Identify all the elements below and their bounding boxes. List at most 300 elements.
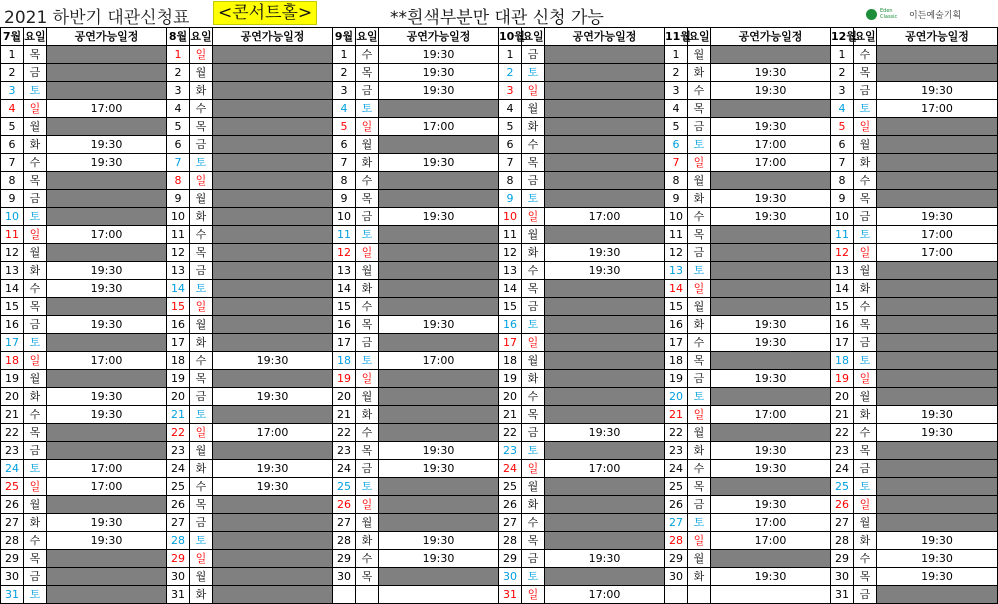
date-cell: 16: [499, 316, 522, 334]
weekday-cell: 목: [688, 226, 711, 244]
date-cell: 3: [167, 82, 190, 100]
weekday-cell: 토: [688, 136, 711, 154]
schedule-cell[interactable]: 17:00: [47, 226, 167, 244]
schedule-cell[interactable]: 17:00: [711, 532, 831, 550]
weekday-cell: 토: [190, 406, 213, 424]
date-cell: 29: [499, 550, 522, 568]
table-row: [1, 136, 998, 154]
schedule-cell: [213, 46, 333, 64]
date-cell: 20: [831, 388, 854, 406]
weekday-cell: 월: [356, 262, 379, 280]
date-cell: 25: [499, 478, 522, 496]
schedule-cell[interactable]: 19:30: [711, 316, 831, 334]
schedule-cell[interactable]: 19:30: [47, 532, 167, 550]
weekday-cell: 월: [854, 136, 877, 154]
weekday-cell: 목: [356, 316, 379, 334]
date-cell: 10: [831, 208, 854, 226]
schedule-cell: [711, 100, 831, 118]
date-cell: 22: [665, 424, 688, 442]
schedule-cell[interactable]: 19:30: [545, 244, 665, 262]
schedule-cell: [877, 154, 998, 172]
date-cell: 30: [665, 568, 688, 586]
table-row: [1, 424, 998, 442]
schedule-cell[interactable]: 17:00: [545, 586, 665, 604]
schedule-cell: [877, 460, 998, 478]
date-cell: 1: [1, 46, 24, 64]
header-bar: [0, 0, 997, 27]
date-cell: 27: [333, 514, 356, 532]
schedule-header: 공연가능일정: [545, 28, 665, 46]
schedule-cell: [379, 496, 499, 514]
weekday-cell: 금: [24, 568, 47, 586]
table-row: [1, 532, 998, 550]
table-row: [1, 280, 998, 298]
weekday-header: 요일: [356, 28, 379, 46]
schedule-cell: [213, 514, 333, 532]
date-cell: 7: [665, 154, 688, 172]
schedule-cell: [379, 514, 499, 532]
schedule-cell: [379, 190, 499, 208]
schedule-cell[interactable]: 19:30: [213, 478, 333, 496]
schedule-cell[interactable]: 19:30: [379, 208, 499, 226]
schedule-cell: [545, 442, 665, 460]
schedule-cell[interactable]: 17:00: [711, 406, 831, 424]
date-cell: 7: [1, 154, 24, 172]
weekday-cell: 일: [190, 172, 213, 190]
date-cell: 6: [333, 136, 356, 154]
weekday-cell: 수: [190, 226, 213, 244]
weekday-cell: 금: [190, 388, 213, 406]
weekday-cell: 화: [24, 262, 47, 280]
date-cell: 16: [831, 316, 854, 334]
schedule-cell[interactable]: 17:00: [711, 136, 831, 154]
date-cell: 20: [333, 388, 356, 406]
weekday-cell: 금: [688, 244, 711, 262]
schedule-cell[interactable]: 19:30: [47, 280, 167, 298]
date-cell: 5: [1, 118, 24, 136]
date-cell: 21: [1, 406, 24, 424]
weekday-cell: 금: [190, 514, 213, 532]
schedule-cell[interactable]: 19:30: [545, 262, 665, 280]
schedule-cell[interactable]: 19:30: [545, 550, 665, 568]
weekday-cell: 토: [24, 82, 47, 100]
weekday-cell: 일: [854, 118, 877, 136]
schedule-cell[interactable]: 19:30: [379, 82, 499, 100]
table-row: [1, 388, 998, 406]
schedule-sheet: [0, 27, 998, 604]
weekday-cell: 월: [854, 514, 877, 532]
schedule-cell: [379, 136, 499, 154]
table-row: [1, 118, 998, 136]
weekday-cell: 화: [688, 442, 711, 460]
schedule-cell: [545, 352, 665, 370]
schedule-cell: [47, 46, 167, 64]
weekday-cell: 화: [190, 208, 213, 226]
schedule-cell[interactable]: 19:30: [711, 460, 831, 478]
weekday-cell: 일: [190, 46, 213, 64]
weekday-cell: 목: [688, 478, 711, 496]
schedule-cell[interactable]: 19:30: [877, 406, 998, 424]
schedule-cell[interactable]: 17:00: [877, 100, 998, 118]
weekday-cell: 일: [688, 280, 711, 298]
date-cell: 26: [333, 496, 356, 514]
schedule-cell[interactable]: 19:30: [379, 532, 499, 550]
weekday-cell: 월: [190, 316, 213, 334]
table-row: [1, 100, 998, 118]
schedule-cell[interactable]: 17:00: [47, 478, 167, 496]
schedule-cell[interactable]: 19:30: [47, 388, 167, 406]
weekday-cell: 수: [24, 406, 47, 424]
schedule-cell: [545, 64, 665, 82]
weekday-cell: [688, 586, 711, 604]
schedule-cell[interactable]: 17:00: [877, 226, 998, 244]
table-row: [1, 172, 998, 190]
date-cell: 16: [1, 316, 24, 334]
schedule-cell[interactable]: 19:30: [379, 316, 499, 334]
date-cell: 11: [831, 226, 854, 244]
schedule-cell[interactable]: 19:30: [711, 82, 831, 100]
schedule-cell: [877, 46, 998, 64]
weekday-cell: 수: [854, 46, 877, 64]
date-cell: 3: [665, 82, 688, 100]
date-cell: 27: [831, 514, 854, 532]
schedule-cell[interactable]: 19:30: [213, 388, 333, 406]
schedule-cell[interactable]: 19:30: [47, 262, 167, 280]
schedule-cell: [711, 262, 831, 280]
weekday-cell: 화: [522, 118, 545, 136]
schedule-cell[interactable]: 19:30: [379, 460, 499, 478]
date-cell: 19: [333, 370, 356, 388]
date-cell: 8: [665, 172, 688, 190]
schedule-cell[interactable]: 17:00: [877, 244, 998, 262]
schedule-cell: [213, 532, 333, 550]
schedule-cell[interactable]: 19:30: [47, 514, 167, 532]
weekday-cell: 토: [356, 100, 379, 118]
schedule-cell[interactable]: 17:00: [47, 100, 167, 118]
schedule-cell: [877, 586, 998, 604]
weekday-cell: 화: [854, 280, 877, 298]
schedule-cell[interactable]: 17:00: [379, 352, 499, 370]
date-cell: 29: [167, 550, 190, 568]
schedule-cell: [213, 568, 333, 586]
weekday-cell: 토: [522, 568, 545, 586]
schedule-cell: [877, 388, 998, 406]
weekday-cell: 일: [356, 370, 379, 388]
weekday-cell: 토: [24, 586, 47, 604]
date-cell: 16: [333, 316, 356, 334]
date-cell: 18: [499, 352, 522, 370]
weekday-cell: 화: [522, 496, 545, 514]
schedule-cell[interactable]: 17:00: [213, 424, 333, 442]
schedule-cell[interactable]: 19:30: [711, 190, 831, 208]
table-row: [1, 406, 998, 424]
venue-label: <콘서트홀>: [213, 1, 317, 25]
schedule-cell: [379, 298, 499, 316]
schedule-cell: [379, 280, 499, 298]
schedule-cell[interactable]: 19:30: [711, 118, 831, 136]
schedule-cell: [47, 568, 167, 586]
date-cell: 4: [167, 100, 190, 118]
weekday-cell: 월: [522, 352, 545, 370]
weekday-cell: 일: [688, 532, 711, 550]
weekday-cell: 화: [190, 334, 213, 352]
table-row: [1, 478, 998, 496]
schedule-cell: [877, 190, 998, 208]
schedule-cell: [711, 586, 831, 604]
date-cell: 5: [499, 118, 522, 136]
date-cell: 11: [665, 226, 688, 244]
schedule-cell[interactable]: 19:30: [711, 64, 831, 82]
date-cell: 17: [831, 334, 854, 352]
weekday-cell: 화: [356, 532, 379, 550]
weekday-cell: 목: [522, 154, 545, 172]
schedule-cell[interactable]: 19:30: [545, 424, 665, 442]
weekday-cell: 토: [854, 100, 877, 118]
month-header: 12월: [831, 28, 854, 46]
schedule-cell: [711, 478, 831, 496]
table-row: [1, 154, 998, 172]
weekday-cell: 월: [688, 46, 711, 64]
schedule-cell: [379, 478, 499, 496]
date-cell: 14: [831, 280, 854, 298]
weekday-cell: 목: [522, 406, 545, 424]
date-cell: 21: [333, 406, 356, 424]
schedule-cell[interactable]: 19:30: [877, 424, 998, 442]
schedule-cell[interactable]: 17:00: [545, 460, 665, 478]
date-cell: 6: [831, 136, 854, 154]
date-cell: 27: [1, 514, 24, 532]
weekday-cell: 일: [356, 496, 379, 514]
schedule-cell[interactable]: 19:30: [711, 334, 831, 352]
schedule-cell[interactable]: 19:30: [213, 352, 333, 370]
schedule-cell[interactable]: 19:30: [877, 568, 998, 586]
date-cell: 2: [499, 64, 522, 82]
date-cell: 1: [831, 46, 854, 64]
weekday-cell: 일: [854, 244, 877, 262]
date-cell: 10: [499, 208, 522, 226]
schedule-cell[interactable]: 17:00: [379, 118, 499, 136]
date-cell: 28: [167, 532, 190, 550]
date-cell: 30: [1, 568, 24, 586]
schedule-cell[interactable]: 17:00: [711, 154, 831, 172]
weekday-cell: 토: [522, 64, 545, 82]
weekday-cell: 금: [356, 208, 379, 226]
date-cell: 26: [1, 496, 24, 514]
date-cell: 5: [333, 118, 356, 136]
date-cell: 30: [167, 568, 190, 586]
date-cell: 18: [333, 352, 356, 370]
date-cell: 15: [1, 298, 24, 316]
schedule-cell: [379, 334, 499, 352]
schedule-cell: [877, 478, 998, 496]
weekday-cell: 목: [522, 532, 545, 550]
schedule-cell: [379, 226, 499, 244]
date-cell: 2: [831, 64, 854, 82]
weekday-cell: 일: [854, 370, 877, 388]
date-cell: 9: [831, 190, 854, 208]
weekday-cell: 수: [854, 172, 877, 190]
schedule-cell: [545, 478, 665, 496]
schedule-cell[interactable]: 19:30: [47, 316, 167, 334]
date-cell: 12: [831, 244, 854, 262]
schedule-cell: [213, 154, 333, 172]
schedule-grid: [0, 27, 998, 604]
date-cell: 13: [167, 262, 190, 280]
date-cell: 29: [665, 550, 688, 568]
schedule-cell[interactable]: 19:30: [711, 568, 831, 586]
month-header: 8월: [167, 28, 190, 46]
table-row: [1, 514, 998, 532]
date-cell: 30: [333, 568, 356, 586]
schedule-cell[interactable]: 19:30: [213, 460, 333, 478]
date-cell: 5: [167, 118, 190, 136]
date-cell: 11: [167, 226, 190, 244]
date-cell: 18: [1, 352, 24, 370]
date-cell: 12: [1, 244, 24, 262]
date-cell: 19: [499, 370, 522, 388]
schedule-cell: [877, 334, 998, 352]
weekday-cell: 월: [24, 244, 47, 262]
schedule-cell[interactable]: 19:30: [877, 550, 998, 568]
weekday-cell: 수: [688, 208, 711, 226]
date-cell: 17: [333, 334, 356, 352]
schedule-cell[interactable]: 19:30: [379, 550, 499, 568]
date-cell: 23: [831, 442, 854, 460]
month-header: 9월: [333, 28, 356, 46]
weekday-cell: 토: [854, 352, 877, 370]
weekday-cell: 목: [190, 118, 213, 136]
weekday-cell: 월: [688, 298, 711, 316]
schedule-cell[interactable]: 19:30: [711, 442, 831, 460]
weekday-cell: 목: [356, 442, 379, 460]
weekday-cell: 금: [522, 172, 545, 190]
table-row: [1, 334, 998, 352]
schedule-cell[interactable]: 19:30: [711, 496, 831, 514]
schedule-cell: [711, 424, 831, 442]
date-cell: 9: [333, 190, 356, 208]
date-cell: 3: [1, 82, 24, 100]
schedule-cell[interactable]: 19:30: [47, 154, 167, 172]
date-cell: 24: [1, 460, 24, 478]
weekday-cell: 토: [356, 478, 379, 496]
weekday-cell: 일: [688, 154, 711, 172]
schedule-cell[interactable]: 19:30: [379, 46, 499, 64]
date-cell: 6: [665, 136, 688, 154]
schedule-cell[interactable]: 17:00: [711, 514, 831, 532]
table-row: [1, 442, 998, 460]
weekday-cell: 월: [190, 442, 213, 460]
weekday-cell: 수: [688, 82, 711, 100]
date-cell: 4: [333, 100, 356, 118]
date-cell: 12: [167, 244, 190, 262]
weekday-cell: 금: [522, 46, 545, 64]
schedule-cell[interactable]: 17:00: [545, 208, 665, 226]
weekday-cell: 수: [356, 550, 379, 568]
date-cell: 23: [167, 442, 190, 460]
schedule-cell: [47, 586, 167, 604]
schedule-header: 공연가능일정: [213, 28, 333, 46]
schedule-header: 공연가능일정: [47, 28, 167, 46]
date-cell: 8: [333, 172, 356, 190]
date-cell: 7: [167, 154, 190, 172]
date-cell: 15: [831, 298, 854, 316]
weekday-cell: 금: [522, 298, 545, 316]
weekday-cell: 목: [688, 100, 711, 118]
schedule-cell: [545, 370, 665, 388]
schedule-cell[interactable]: 19:30: [877, 82, 998, 100]
schedule-cell[interactable]: 19:30: [711, 208, 831, 226]
schedule-cell: [545, 136, 665, 154]
weekday-cell: 수: [688, 334, 711, 352]
date-cell: 15: [167, 298, 190, 316]
weekday-cell: 월: [24, 118, 47, 136]
weekday-cell: 수: [522, 262, 545, 280]
weekday-cell: 일: [190, 424, 213, 442]
schedule-cell[interactable]: 19:30: [47, 406, 167, 424]
schedule-cell: [47, 172, 167, 190]
weekday-cell: 월: [688, 424, 711, 442]
date-cell: 14: [333, 280, 356, 298]
schedule-cell[interactable]: 19:30: [379, 64, 499, 82]
weekday-cell: 월: [356, 388, 379, 406]
schedule-cell: [213, 208, 333, 226]
schedule-cell: [877, 370, 998, 388]
schedule-cell: [47, 550, 167, 568]
date-cell: 24: [665, 460, 688, 478]
table-row: [1, 64, 998, 82]
date-cell: 30: [499, 568, 522, 586]
schedule-cell: [379, 172, 499, 190]
schedule-cell[interactable]: 19:30: [711, 370, 831, 388]
weekday-cell: 목: [854, 442, 877, 460]
schedule-cell[interactable]: 17:00: [47, 352, 167, 370]
date-cell: 13: [499, 262, 522, 280]
schedule-cell[interactable]: 19:30: [877, 208, 998, 226]
schedule-cell[interactable]: 19:30: [379, 154, 499, 172]
weekday-cell: 화: [356, 280, 379, 298]
weekday-cell: 수: [688, 460, 711, 478]
weekday-cell: 금: [854, 208, 877, 226]
weekday-cell: 월: [190, 190, 213, 208]
schedule-cell: [213, 244, 333, 262]
weekday-cell: 일: [356, 244, 379, 262]
schedule-cell: [213, 370, 333, 388]
weekday-header: 요일: [688, 28, 711, 46]
date-cell: 22: [1, 424, 24, 442]
weekday-cell: 일: [24, 226, 47, 244]
schedule-cell: [47, 208, 167, 226]
schedule-cell: [213, 550, 333, 568]
schedule-cell[interactable]: 17:00: [47, 460, 167, 478]
schedule-cell: [545, 172, 665, 190]
date-cell: 17: [167, 334, 190, 352]
date-cell: 23: [665, 442, 688, 460]
schedule-cell: [545, 46, 665, 64]
date-cell: 4: [1, 100, 24, 118]
schedule-cell[interactable]: 19:30: [379, 442, 499, 460]
weekday-cell: 금: [688, 370, 711, 388]
date-cell: 19: [831, 370, 854, 388]
weekday-cell: 금: [522, 424, 545, 442]
schedule-cell[interactable]: 19:30: [47, 136, 167, 154]
schedule-cell: [47, 496, 167, 514]
date-cell: 9: [167, 190, 190, 208]
schedule-cell[interactable]: 19:30: [877, 532, 998, 550]
table-row: [1, 370, 998, 388]
table-row: [1, 460, 998, 478]
date-cell: 14: [1, 280, 24, 298]
weekday-cell: 일: [688, 406, 711, 424]
